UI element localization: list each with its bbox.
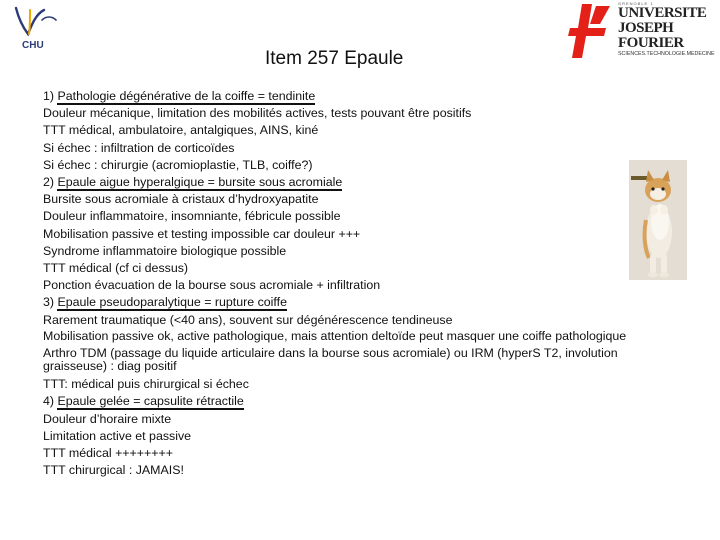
chu-logo xyxy=(8,4,60,56)
list-item: Douleur d’horaire mixte xyxy=(43,411,172,426)
ujf-top-text: GRENOBLE 1 xyxy=(618,1,654,6)
ujf-name-line2: JOSEPH FOURIER xyxy=(618,20,684,51)
standing-cat-icon xyxy=(629,160,687,280)
list-item: TTT médical (cf ci dessus) xyxy=(43,261,189,276)
section-heading: 4) Epaule gelée = capsulite rétractile xyxy=(43,394,244,409)
ujf-name-line1: UNIVERSITE xyxy=(618,5,707,21)
list-item: Douleur mécanique, limitation des mobilités actives, tests pouvant être positifs xyxy=(43,106,472,121)
list-item: TTT: médical puis chirurgical si échec xyxy=(43,377,249,392)
ujf-mark-icon xyxy=(566,2,616,60)
list-item: Mobilisation passive et testing impossible car douleur +++ xyxy=(43,226,361,241)
section-heading: 1) Pathologie dégénérative de la coiffe = tendinite xyxy=(43,89,316,103)
section-heading: 2) Epaule aigue hyperalgique = bursite sous acromiale xyxy=(43,175,343,190)
list-item: Ponction évacuation de la bourse sous acromiale + infiltration xyxy=(43,278,381,293)
list-item: Bursite sous acromiale à cristaux d’hydroxyapatite xyxy=(43,192,319,207)
list-item: Syndrome inflammatoire biologique possible xyxy=(43,243,287,258)
list-item: Mobilisation passive ok, active pathologique, mais attention deltoïde peut masquer une coiffe pathologique xyxy=(43,328,627,343)
list-item: Arthro TDM (passage du liquide articulaire dans la bourse sous acromiale) ou IRM (hyperS T2, involution graisseuse) : diag positif xyxy=(43,345,618,374)
slide-title: Item 257 Epaule xyxy=(265,48,404,69)
section-heading: 3) Epaule pseudoparalytique = rupture coiffe xyxy=(43,295,287,310)
chu-logo-text: CHU xyxy=(22,40,44,51)
list-item: Si échec : infiltration de corticoïdes xyxy=(43,140,235,155)
list-item: Douleur inflammatoire, insomniante, fébricule possible xyxy=(43,209,341,224)
ujf-subtitle: SCIENCES.TECHNOLOGIE.MEDECINE xyxy=(618,51,715,57)
list-item: Limitation active et passive xyxy=(43,428,192,443)
cat-photo xyxy=(629,160,687,280)
slide-content xyxy=(43,88,683,479)
list-item: TTT chirurgical : JAMAIS! xyxy=(43,463,184,478)
list-item: TTT médical, ambulatoire, antalgiques, AINS, kiné xyxy=(43,123,319,138)
list-item: Si échec : chirurgie (acromioplastie, TLB, coiffe?) xyxy=(43,157,313,172)
ujf-logo xyxy=(566,0,720,62)
list-item: Rarement traumatique (<40 ans), souvent sur dégénérescence tendineuse xyxy=(43,312,453,327)
list-item: TTT médical ++++++++ xyxy=(43,446,173,461)
